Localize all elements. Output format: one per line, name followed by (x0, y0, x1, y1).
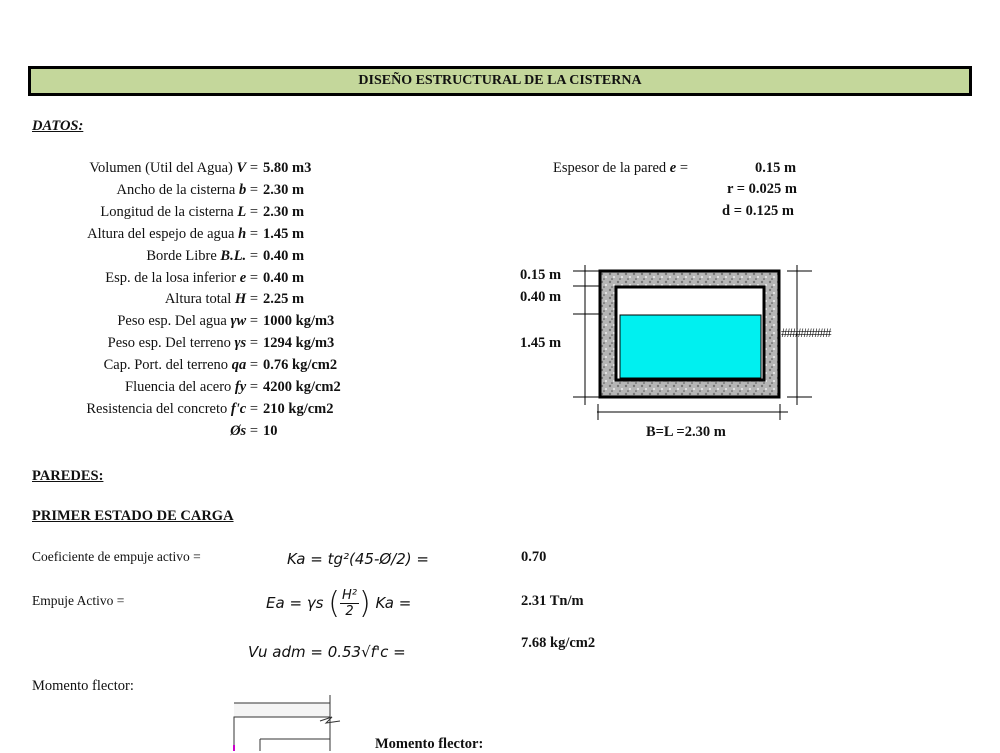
param-eq: = (246, 335, 258, 352)
param-label-text: Resistencia del concreto (86, 400, 231, 417)
vu-formula: Vu adm = 0.53√f'c = (248, 643, 406, 661)
param-value: 1.45 m (263, 225, 305, 242)
dim-free-board: 0.40 m (520, 289, 562, 305)
param-var: qa (231, 357, 247, 374)
wall-section-sketch (220, 695, 360, 751)
dim-total-height: ######### (781, 325, 831, 340)
param-value: 0.40 m (263, 269, 305, 286)
param-eq: = (246, 160, 258, 176)
ea-num: H² (341, 588, 357, 603)
wall-thickness-value: 0.15 m (755, 160, 797, 176)
effective-depth-d: d = 0.125 m (722, 203, 794, 219)
param-label-text: Longitud de la cisterna (100, 203, 238, 220)
ea-fraction (340, 588, 359, 619)
param-var: γw (230, 313, 247, 330)
param-var: B.L. (220, 247, 247, 264)
dim-water-height: 1.45 m (520, 335, 562, 351)
primer-estado-heading: PRIMER ESTADO DE CARGA (32, 508, 234, 524)
param-var: e (239, 269, 247, 286)
param-var: b (238, 181, 247, 198)
param-eq: = (246, 181, 258, 198)
param-eq: = (246, 247, 258, 264)
param-eq: = (246, 400, 258, 417)
ka-value: 0.70 (521, 549, 547, 565)
param-eq: = (246, 225, 258, 242)
param-value: 1294 kg/m3 (263, 335, 335, 352)
ea-lhs: Ea = γs (266, 594, 324, 612)
momento-label: Momento flector: (32, 678, 134, 694)
ea-rhs: Ka = (375, 594, 412, 612)
momento-heading: Momento flector: (375, 736, 484, 752)
param-label-text: Volumen (Util del Agua) (89, 160, 237, 176)
param-label-text: Borde Libre (146, 247, 221, 264)
param-value: 10 (263, 422, 278, 439)
param-var: V (236, 160, 247, 176)
param-eq: = (246, 422, 258, 439)
param-var: h (238, 225, 247, 242)
param-var: Øs (230, 422, 247, 439)
param-value: 5.80 m3 (263, 160, 312, 176)
param-label-text: Altura del espejo de agua (87, 225, 239, 242)
param-eq: = (246, 379, 258, 395)
ea-formula: Ea = γs ( $\frac{\text{H²}}{2}$ ) Ka = (266, 586, 412, 621)
param-value: 210 kg/cm2 (263, 400, 334, 417)
param-label-text: Peso esp. Del terreno (107, 335, 235, 352)
datos-heading: DATOS: (32, 118, 84, 134)
wall-eq: = (676, 160, 689, 176)
ka-formula: Ka = tg²(45-Ø/2) = (287, 550, 429, 568)
param-value: 2.30 m (263, 181, 305, 198)
param-label-text: Fluencia del acero (125, 379, 235, 395)
ea-value: 2.31 Tn/m (521, 593, 584, 609)
param-value: 4200 kg/cm2 (263, 379, 341, 395)
param-label-text: Cap. Port. del terreno (103, 357, 232, 374)
paredes-heading: PAREDES: (32, 468, 104, 484)
param-eq: = (246, 291, 258, 308)
param-value: 0.40 m (263, 247, 305, 264)
cover-r: r = 0.025 m (727, 181, 798, 197)
param-eq: = (246, 357, 258, 374)
param-label-text: Altura total (164, 291, 235, 308)
param-eq: = (246, 203, 258, 220)
param-label-text: Peso esp. Del agua (117, 313, 231, 330)
param-value: 2.30 m (263, 203, 305, 220)
ea-den: 2 (345, 604, 354, 619)
ka-label: Coeficiente de empuje activo = (32, 549, 201, 564)
param-var: H (234, 291, 247, 308)
param-label-text: Ancho de la cisterna (116, 181, 239, 198)
ea-label: Empuje Activo = (32, 593, 125, 608)
dim-base-width: B=L =2.30 m (646, 424, 726, 440)
param-value: 0.76 kg/cm2 (263, 357, 338, 374)
wall-var: e (669, 160, 677, 176)
page-title: DISEÑO ESTRUCTURAL DE LA CISTERNA (28, 66, 972, 96)
param-var: fy (234, 379, 247, 395)
param-value: 2.25 m (263, 291, 305, 308)
param-label-text: Esp. de la losa inferior (105, 269, 240, 286)
vu-value: 7.68 kg/cm2 (521, 635, 596, 651)
param-eq: = (246, 269, 258, 286)
param-value: 1000 kg/m3 (263, 313, 335, 330)
wall-label-text: Espesor de la pared (553, 160, 670, 176)
param-var: γs (234, 335, 247, 352)
param-var: f'c (230, 400, 247, 417)
dim-top-slab: 0.15 m (520, 267, 562, 283)
water-fill (620, 315, 761, 378)
param-var: L (237, 203, 247, 220)
param-eq: = (246, 313, 258, 330)
